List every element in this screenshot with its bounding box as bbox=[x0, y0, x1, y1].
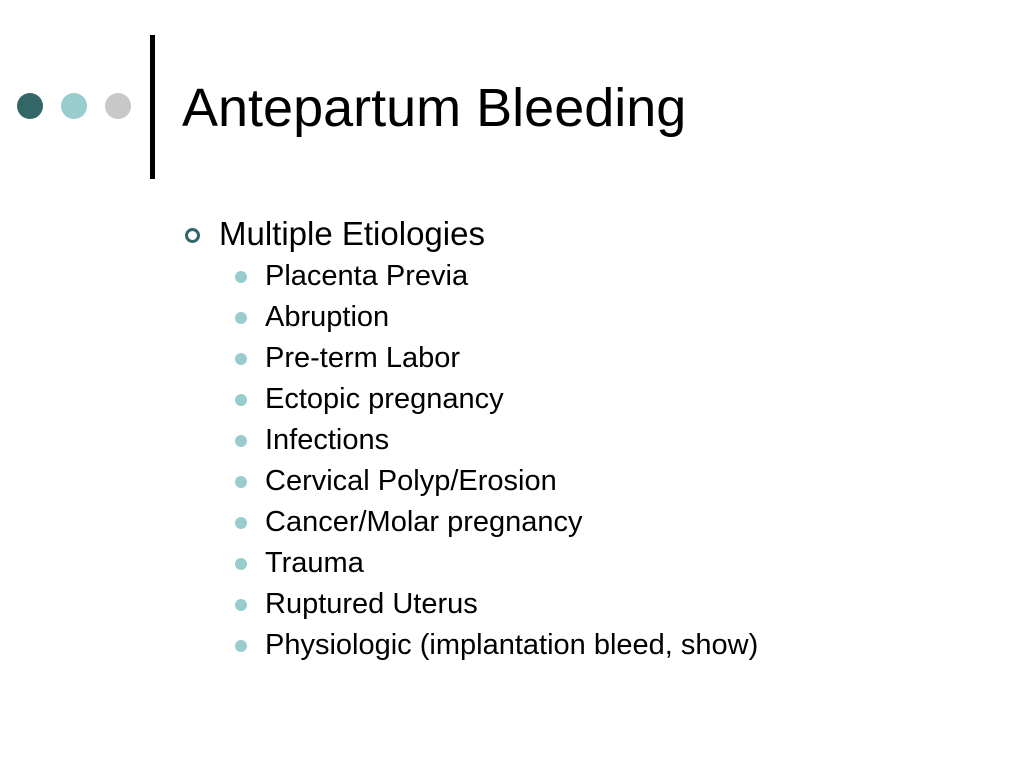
disc-bullet-icon bbox=[235, 599, 247, 611]
disc-bullet-icon bbox=[235, 353, 247, 365]
disc-bullet-icon bbox=[235, 517, 247, 529]
disc-bullet-icon bbox=[235, 476, 247, 488]
gray-dot-icon bbox=[105, 93, 131, 119]
sub-bullet-text: Infections bbox=[265, 424, 390, 456]
title-divider bbox=[150, 35, 155, 179]
bullet-item bbox=[182, 212, 1002, 256]
sub-bullet-item bbox=[182, 461, 1002, 502]
sub-bullet-text: Ruptured Uterus bbox=[265, 588, 478, 620]
sub-bullet-text: Physiologic (implantation bleed, show) bbox=[265, 629, 759, 661]
disc-bullet-icon bbox=[235, 435, 247, 447]
sub-bullet-text: Ectopic pregnancy bbox=[265, 383, 504, 415]
slide-body bbox=[182, 212, 1002, 666]
bullet-text: Multiple Etiologies bbox=[219, 215, 485, 252]
sub-bullet-text: Cancer/Molar pregnancy bbox=[265, 506, 583, 538]
ring-bullet-icon bbox=[185, 228, 200, 243]
sub-bullet-item bbox=[182, 256, 1002, 297]
sub-bullet-item bbox=[182, 502, 1002, 543]
disc-bullet-icon bbox=[235, 394, 247, 406]
sub-bullet-item bbox=[182, 625, 1002, 666]
sub-bullet-text: Abruption bbox=[265, 301, 390, 333]
sub-bullet-item bbox=[182, 543, 1002, 584]
sub-bullet-text: Trauma bbox=[265, 547, 364, 579]
light-teal-dot-icon bbox=[61, 93, 87, 119]
sub-bullet-item bbox=[182, 420, 1002, 461]
dark-teal-dot-icon bbox=[17, 93, 43, 119]
sub-bullet-text: Cervical Polyp/Erosion bbox=[265, 465, 557, 497]
sub-bullet-item bbox=[182, 379, 1002, 420]
sub-bullet-list bbox=[182, 256, 1002, 666]
disc-bullet-icon bbox=[235, 640, 247, 652]
disc-bullet-icon bbox=[235, 558, 247, 570]
disc-bullet-icon bbox=[235, 312, 247, 324]
sub-bullet-item bbox=[182, 297, 1002, 338]
sub-bullet-text: Pre-term Labor bbox=[265, 342, 461, 374]
slide-title: Antepartum Bleeding bbox=[182, 78, 687, 138]
sub-bullet-item bbox=[182, 338, 1002, 379]
sub-bullet-item bbox=[182, 584, 1002, 625]
sub-bullet-text: Placenta Previa bbox=[265, 260, 469, 292]
disc-bullet-icon bbox=[235, 271, 247, 283]
